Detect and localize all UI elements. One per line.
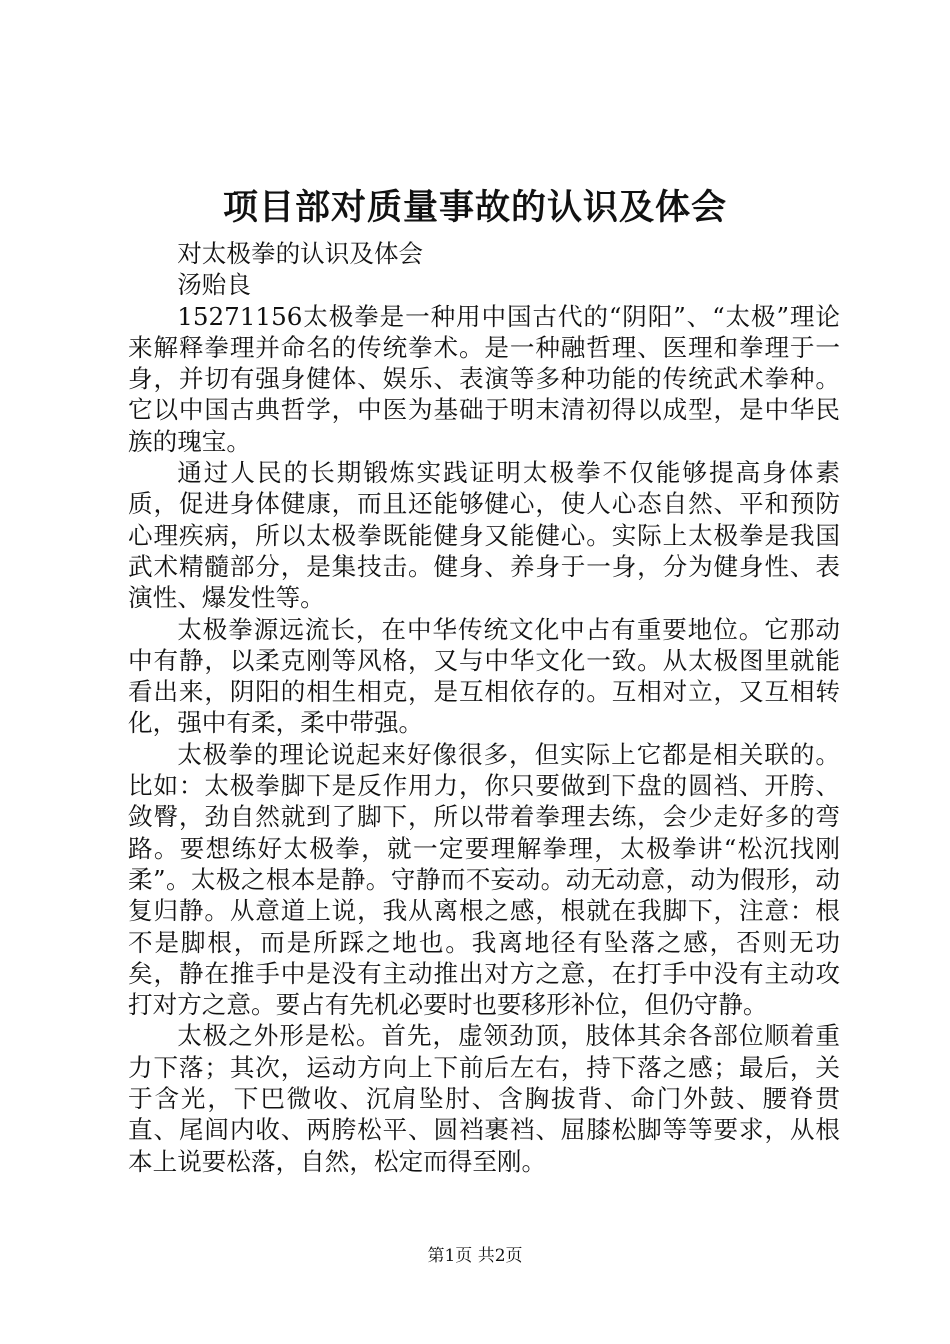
subtitle-paragraph: 对太极拳的认识及体会: [177, 239, 424, 268]
page-number-footer: 第1页 共2页: [427, 1246, 523, 1266]
body-paragraph-2: 通过人民的长期锻炼实践证明太极拳不仅能够提高身体素质，促进身体健康，而且还能够健心，使人心态自然、平和预防心理疾病，所以太极拳既能健身又能健心。实际上太极拳是我国武术精髓部分，是集技击。健身、养身于一身，分为健身性、表演性、爆发性等。: [128, 458, 840, 613]
body-paragraph-3: 太极拳源远流长，在中华传统文化中占有重要地位。它那动中有静，以柔克刚等风格，又与中华文化一致。从太极图里就能看出来，阴阳的相生相克，是互相依存的。互相对立，又互相转化，强中有柔，柔中带强。: [128, 614, 840, 738]
body-paragraph-4: 太极拳的理论说起来好像很多，但实际上它都是相关联的。比如：太极拳脚下是反作用力，你只要做到下盘的圆裆、开胯、敛臀，劲自然就到了脚下，所以带着拳理去练，会少走好多的弯路。要想练好太极拳，就一定要理解拳理，太极拳讲“松沉找刚柔”。太极之根本是静。守静而不妄动。动无动意，动为假形，动复归静。从意道上说，我从离根之感，根就在我脚下，注意：根不是脚根，而是所踩之地也。我离地径有坠落之感，否则无功矣，静在推手中是没有主动推出对方之意，在打手中没有主动攻打对方之意。要占有先机必要时也要移形补位，但仍守静。: [128, 739, 840, 1020]
document-title: 项目部对质量事故的认识及体会: [222, 187, 727, 228]
body-paragraph-5: 太极之外形是松。首先，虚领劲顶，肢体其余各部位顺着重力下落；其次，运动方向上下前后左右，持下落之感；最后，关于含光，下巴微收、沉肩坠肘、含胸拔背、命门外鼓、腰脊贯直、尾闾内收、两胯松平、圆裆裹裆、屈膝松脚等等要求，从根本上说要松落，自然，松定而得至刚。: [128, 1021, 840, 1176]
author-paragraph: 汤贻良: [177, 270, 251, 300]
document-body: [128, 238, 840, 1177]
body-paragraph-1: 15271156太极拳是一种用中国古代的“阴阳”、“太极”理论来解释拳理并命名的传统拳术。是一种融哲理、医理和拳理于一身，并切有强身健体、娱乐、表演等多种功能的传统武术拳种。它以中国古典哲学，中医为基础于明末清初得以成型，是中华民族的瑰宝。: [128, 301, 840, 456]
